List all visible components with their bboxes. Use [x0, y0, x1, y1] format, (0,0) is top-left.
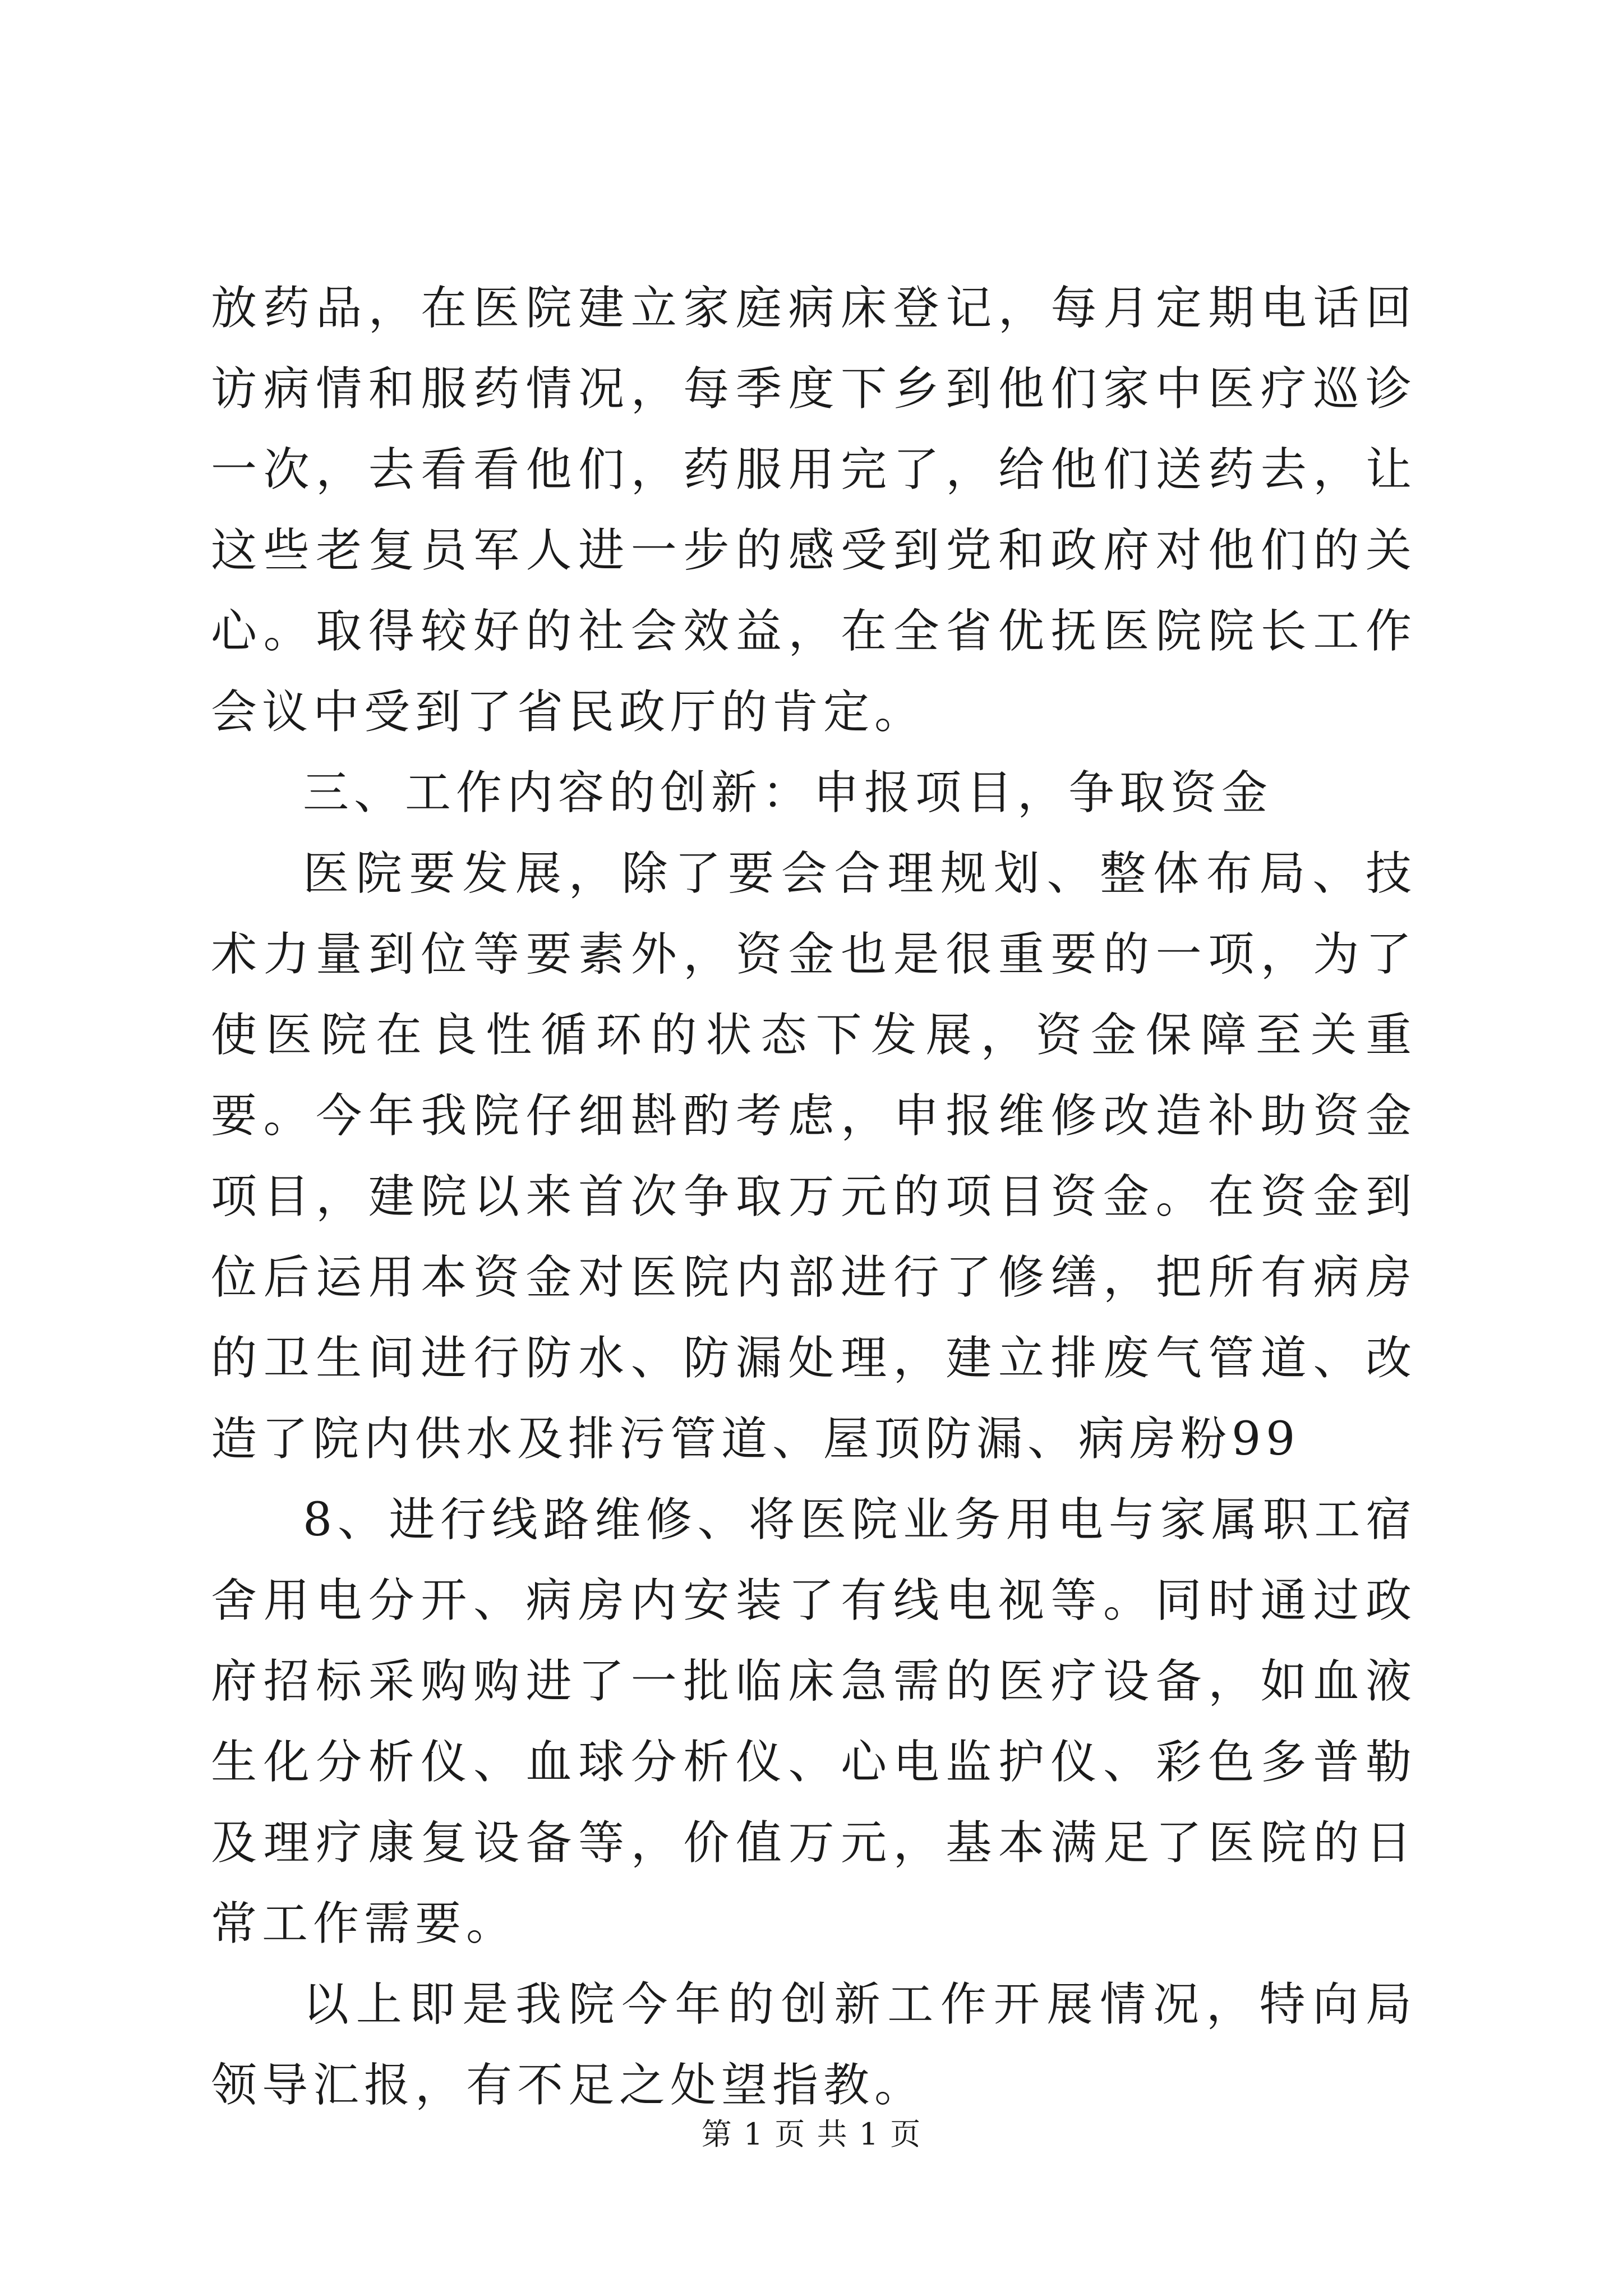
section-heading: 三、工作内容的创新：申报项目，争取资金	[303, 766, 1273, 820]
paragraph-continuation: 放药品，在医院建立家庭病床登记，每月定期电话回访病情和服药情况，每季度下乡到他们家中医疗巡诊一次，去看看他们，药服用完了，给他们送药去，让这些老复员军人进一步的感受到党和政府对他们的关心。取得较好的社会效益，在全省优抚医院院长工作会议中受到了省民政厅的肯定。	[211, 282, 1417, 739]
paragraph: 8、进行线路维修、将医院业务用电与家属职工宿舍用电分开、病房内安装了有线电视等。同时通过政府招标采购购进了一批临床急需的医疗设备，如血液生化分析仪、血球分析仪、心电监护仪、彩色多普勒及理疗康复设备等，价值万元，基本满足了医院的日常工作需要。	[211, 1493, 1417, 1950]
document-body	[211, 268, 1417, 2126]
page-number-footer: 第 1 页 共 1 页	[701, 2116, 922, 2152]
paragraph-closing: 以上即是我院今年的创新工作开展情况，特向局领导汇报，有不足之处望指教。	[211, 1978, 1417, 2112]
paragraph: 医院要发展，除了要会合理规划、整体布局、技术力量到位等要素外，资金也是很重要的一项，为了使医院在良性循环的状态下发展，资金保障至关重要。今年我院仔细斟酌考虑，申报维修改造补助资金项目，建院以来首次争取万元的项目资金。在资金到位后运用本资金对医院内部进行了修缮，把所有病房的卫生间进行防水、防漏处理，建立排废气管道、改造了院内供水及排污管道、屋顶防漏、病房粉99	[211, 847, 1417, 1466]
